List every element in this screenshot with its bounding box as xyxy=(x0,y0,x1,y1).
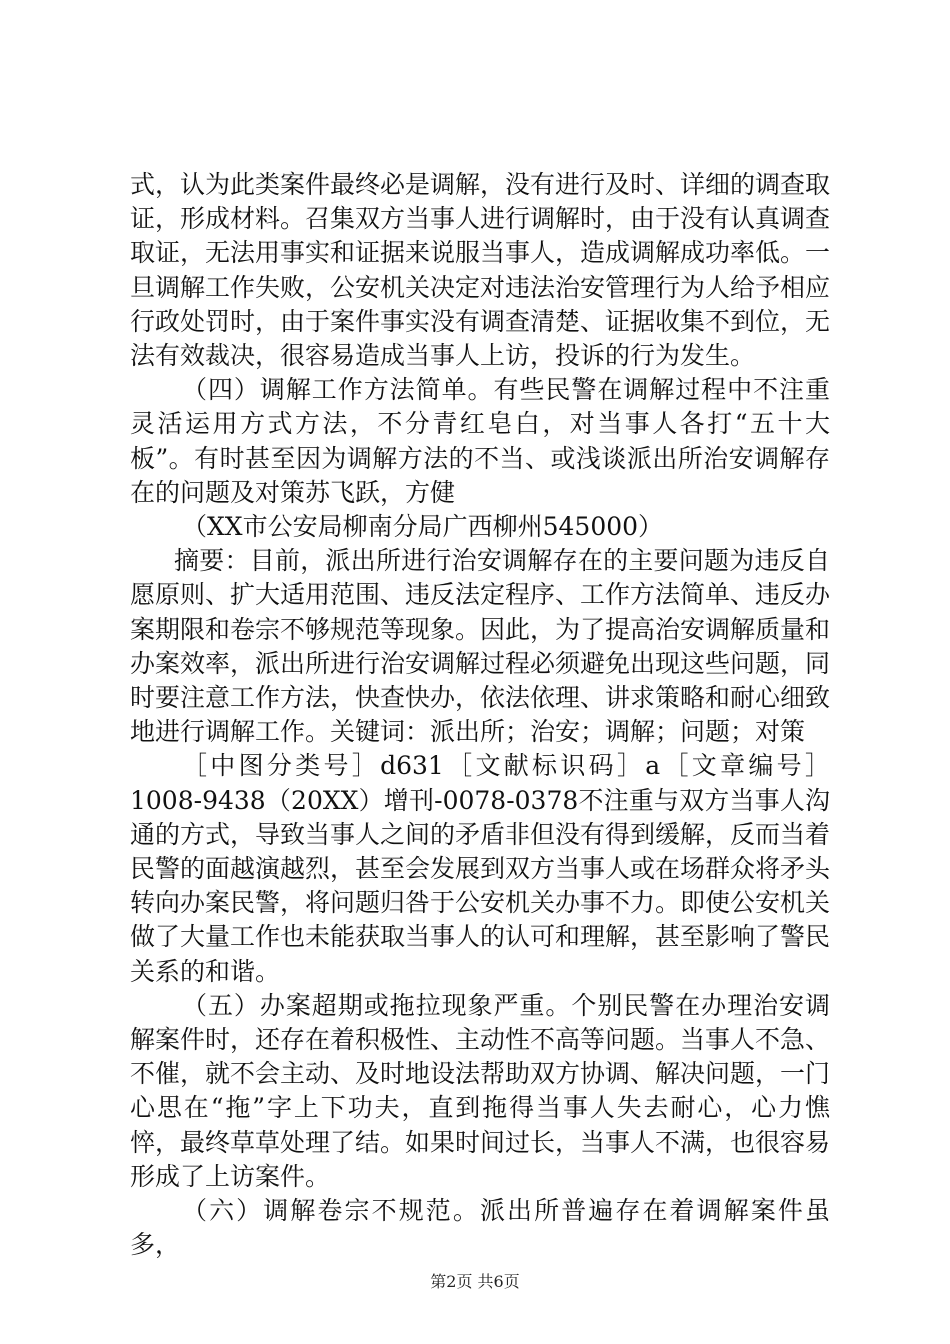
document-body xyxy=(130,168,830,1263)
paragraph-section-four: （四）调解工作方法简单。有些民警在调解过程中不注重灵活运用方式方法，不分青红皂白，对当事人各打“五十大板”。有时甚至因为调解方法的不当、或浅谈派出所治安调解存在的问题及对策苏飞跃，方健 xyxy=(130,375,830,507)
classification-paragraph: ［中图分类号］d631［文献标识码］a［文章编号］1008-9438（20XX）增刊-0078-0378不注重与双方当事人沟通的方式，导致当事人之间的矛盾非但没有得到缓解，反而当着民警的面越演越烈，甚至会发展到双方当事人或在场群众将矛头转向办案民警，将问题归咎于公安机关办事不力。即使公安机关做了大量工作也未能获取当事人的认可和理解，甚至影响了警民关系的和谐。 xyxy=(130,751,831,986)
author-affiliation: （XX市公安局柳南分局广西柳州545000） xyxy=(182,512,664,542)
paragraph-continuation: 式，认为此类案件最终必是调解，没有进行及时、详细的调查取证，形成材料。召集双方当事人进行调解时，由于没有认真调查取证，无法用事实和证据来说服当事人，造成调解成功率低。一旦调解工作失败，公安机关决定对违法治安管理行为人给予相应行政处罚时，由于案件事实没有调查清楚、证据收集不到位，无法有效裁决，很容易造成当事人上访，投诉的行为发生。 xyxy=(130,170,831,371)
paragraph-section-six: （六）调解卷宗不规范。派出所普遍存在着调解案件虽多， xyxy=(130,1196,830,1260)
paragraph-section-five: （五）办案超期或拖拉现象严重。个别民警在办理治安调解案件时，还存在着积极性、主动性不高等问题。当事人不急、不催，就不会主动、及时地设法帮助双方协调、解决问题，一门心思在“拖”字上下功夫，直到拖得当事人失去耐心，心力憔悴，最终草草处理了结。如果时间过长，当事人不满，也很容易形成了上访案件。 xyxy=(130,990,831,1191)
page-number-footer: 第2页 共6页 xyxy=(430,1272,520,1291)
abstract-paragraph: 摘要：目前，派出所进行治安调解存在的主要问题为违反自愿原则、扩大适用范围、违反法定程序、工作方法简单、违反办案期限和卷宗不够规范等现象。因此，为了提高治安调解质量和办案效率，派出所进行治安调解过程必须避免出现这些问题，同时要注意工作方法，快查快办，依法依理、讲求策略和耐心细致地进行调解工作。关键词：派出所；治安；调解；问题；对策 xyxy=(130,546,831,747)
